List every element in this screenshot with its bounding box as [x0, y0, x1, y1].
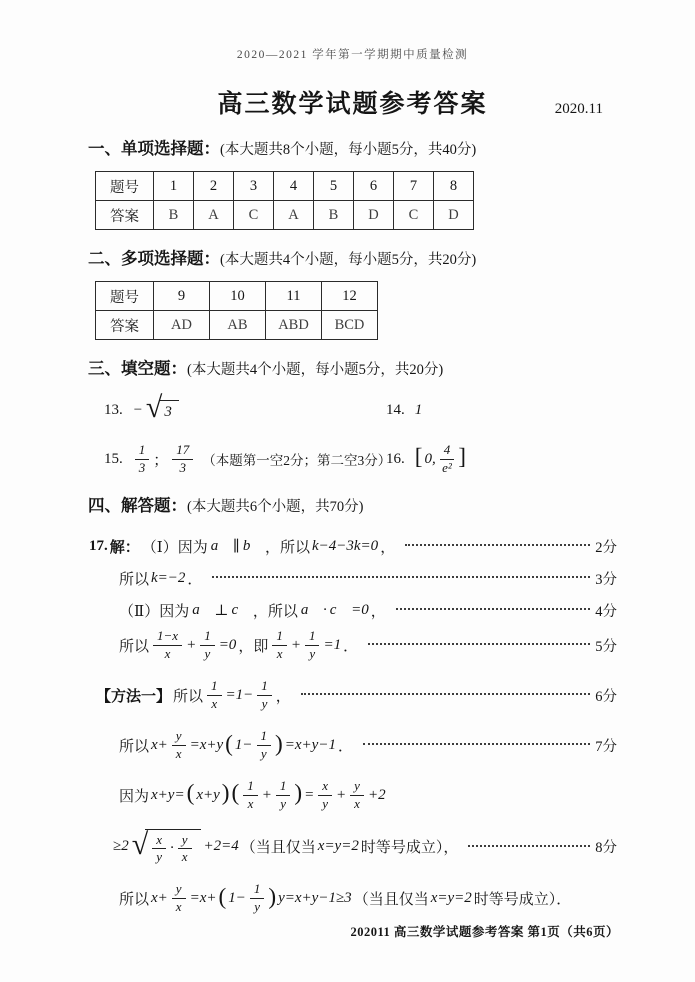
answer-cell: D — [354, 201, 394, 230]
denominator: x — [181, 849, 188, 865]
denominator: x — [247, 795, 254, 811]
math-token: ) — [275, 730, 283, 757]
answer-cell: AD — [154, 311, 210, 340]
math-token: + — [261, 786, 272, 803]
math-expression — [414, 402, 424, 419]
math-token: ， — [370, 603, 386, 620]
denominator: y — [254, 899, 260, 915]
fraction — [350, 779, 364, 812]
answer-cell: D — [434, 201, 474, 230]
math-expression — [132, 443, 197, 476]
fraction — [135, 443, 150, 476]
math-token: 所以 — [119, 892, 150, 909]
denominator: y — [280, 795, 287, 811]
math-token: ． — [343, 638, 359, 655]
radicand — [145, 829, 200, 866]
answer-cell: BCD — [322, 311, 378, 340]
score-label: 5分 — [595, 638, 617, 655]
math-token: ∥ — [232, 538, 240, 555]
math-token: ) — [268, 884, 277, 911]
math-token: k=−2 — [151, 569, 186, 586]
math-token: ( — [186, 780, 195, 807]
denominator: x — [211, 695, 218, 711]
blank-item-16 — [386, 443, 467, 476]
math-expression — [414, 443, 467, 476]
question-label: 14. — [386, 401, 405, 418]
vector-symbol: c⃗ — [329, 601, 349, 618]
score-label: 6分 — [595, 688, 617, 705]
question-number-cell: 6 — [354, 172, 394, 201]
vector-symbol: b⃗ — [242, 537, 262, 554]
math-token: ( — [218, 884, 227, 911]
row-header-cell: 题号 — [96, 282, 154, 311]
answer-cell: A — [274, 201, 314, 230]
math-token: ) — [294, 780, 303, 807]
denominator: y — [204, 645, 211, 661]
numerator: 1 — [200, 629, 215, 646]
math-token: 0, — [424, 450, 436, 467]
answer-cell: C — [394, 201, 434, 230]
math-token: 17. — [89, 537, 108, 554]
math-token: （Ⅰ）因为 — [141, 539, 208, 556]
solution-line — [88, 882, 617, 915]
math-token: （Ⅱ）因为 — [119, 603, 190, 620]
denominator: 3 — [179, 459, 187, 475]
math-token: [ — [414, 444, 423, 471]
section-free-response-heading — [88, 492, 617, 516]
question-number-cell: 5 — [314, 172, 354, 201]
math-token: ，所以 — [252, 603, 298, 620]
math-token: 所以 — [173, 688, 204, 705]
math-token: 所以 — [119, 571, 150, 588]
solution-line — [88, 829, 617, 866]
numerator: 1 — [305, 629, 320, 646]
solution-line — [88, 597, 617, 623]
fraction — [153, 629, 182, 662]
blank-item-13 — [104, 391, 386, 425]
denominator: x — [354, 795, 360, 811]
section-note: (本大题共4个小题，每小题5分，共20分) — [220, 252, 477, 268]
fraction — [172, 443, 193, 476]
solution-line — [88, 729, 617, 762]
math-expression — [95, 679, 292, 712]
math-token: x+ — [151, 736, 168, 753]
fraction — [178, 833, 192, 866]
math-token: = — [304, 786, 315, 803]
math-token: x=y=2 — [317, 838, 359, 855]
score-label: 8分 — [595, 840, 617, 857]
math-expression — [132, 391, 181, 425]
math-token: 所以 — [119, 738, 150, 755]
row-header-cell: 答案 — [96, 201, 154, 230]
math-token: =1 — [323, 636, 342, 653]
blank-item-15 — [104, 441, 392, 476]
numerator: 1 — [276, 779, 291, 796]
dotted-leader — [468, 845, 590, 847]
math-token: +2 — [367, 786, 386, 803]
math-token: ⊥ — [214, 602, 229, 619]
dotted-leader — [405, 544, 590, 546]
question-label: 15. — [104, 450, 123, 467]
vector-symbol: a⃗ — [210, 537, 230, 554]
answer-cell: AB — [210, 311, 266, 340]
numerator: x — [152, 833, 166, 850]
section-note: (本大题共6个小题，共70分) — [187, 499, 364, 515]
math-token: =x+ — [189, 890, 217, 907]
question-label: 16. — [386, 450, 405, 467]
math-token: x+y= — [151, 786, 185, 803]
question-number-cell: 4 — [274, 172, 314, 201]
numerator: 1 — [257, 729, 272, 746]
table-row — [96, 282, 378, 311]
fraction — [318, 779, 332, 812]
score-label: 7分 — [595, 738, 617, 755]
dotted-leader — [212, 576, 590, 578]
section-title: 三、填空题： — [88, 359, 187, 378]
section-multi-choice-heading — [88, 245, 617, 269]
numerator: 1 — [257, 679, 272, 696]
table-row — [96, 201, 474, 230]
answer-cell: B — [314, 201, 354, 230]
math-token: ( — [231, 780, 240, 807]
fraction — [257, 679, 272, 712]
fraction — [276, 779, 291, 812]
math-token: ． — [337, 738, 353, 755]
math-token: （当且仅当 — [353, 892, 429, 909]
dotted-leader — [368, 643, 590, 645]
denominator: 3 — [138, 459, 146, 475]
math-token: ( — [225, 730, 233, 757]
square-root — [132, 829, 201, 866]
math-expression — [118, 882, 572, 915]
dotted-leader — [396, 608, 591, 610]
question-number-cell: 2 — [194, 172, 234, 201]
math-token: =0 — [351, 601, 369, 618]
section-title: 一、单项选择题： — [88, 139, 220, 158]
numerator: 1 — [272, 629, 287, 646]
math-expression — [118, 629, 359, 662]
numerator: y — [350, 779, 364, 796]
math-token: ，即 — [238, 638, 269, 655]
solution-line — [88, 679, 617, 712]
section-fill-in-heading — [88, 355, 617, 379]
math-token: =0 — [218, 636, 237, 653]
numerator: 1 — [207, 679, 222, 696]
fraction — [250, 882, 265, 915]
dotted-leader — [363, 743, 590, 745]
scoring-note: （本题第一空2分；第二空3分） — [202, 453, 392, 468]
vector-symbol: c⃗ — [231, 601, 250, 618]
page-footer: 202011 高三数学试题参考答案 第1页（共6页） — [350, 925, 619, 939]
math-token: ，所以 — [264, 539, 310, 556]
math-token: · — [323, 601, 327, 618]
dotted-leader — [301, 693, 590, 695]
fraction — [305, 629, 320, 662]
denominator: y — [156, 849, 162, 865]
math-token: +2=4 — [203, 838, 239, 855]
math-expression — [118, 568, 203, 589]
score-label: 2分 — [595, 539, 617, 556]
solution-line — [88, 565, 617, 591]
math-token: 因为 — [119, 788, 150, 805]
denominator: x — [175, 899, 182, 915]
numerator: 1 — [243, 779, 258, 796]
denominator: y — [322, 795, 329, 811]
question-number-cell: 8 — [434, 172, 474, 201]
fill-in-row-2 — [104, 441, 617, 477]
math-token: 1 — [414, 401, 423, 418]
math-token: 时等号成立）， — [360, 840, 459, 857]
math-token: ) — [221, 780, 230, 807]
answer-cell: C — [234, 201, 274, 230]
question-number-cell: 10 — [210, 282, 266, 311]
math-token: + — [186, 636, 197, 653]
numerator: x — [318, 779, 332, 796]
table-row — [96, 311, 378, 340]
vector-symbol: a⃗ — [300, 601, 320, 618]
question-number-cell: 11 — [266, 282, 322, 311]
solution-line — [88, 629, 617, 662]
answer-cell: B — [154, 201, 194, 230]
math-token: =1− — [225, 686, 254, 703]
numerator: 1−x — [153, 629, 182, 646]
title-row — [88, 84, 617, 120]
numerator: y — [172, 882, 186, 899]
solution-line — [88, 779, 617, 812]
section-note: (本大题共4个小题，每小题5分，共20分) — [187, 362, 444, 378]
solution-block-q17 — [88, 533, 617, 915]
fraction — [152, 833, 166, 866]
numerator: 17 — [172, 443, 193, 460]
math-token: y=x+y−1≥3 — [278, 890, 352, 907]
math-token: （当且仅当 — [240, 840, 316, 857]
doc-header-text: 2020—2021 学年第一学期期中质量检测 — [236, 49, 469, 61]
fraction — [243, 779, 258, 812]
math-expression — [118, 779, 387, 812]
math-token: 时等号成立）． — [473, 892, 572, 909]
math-token: · — [169, 840, 174, 857]
math-token: x+y — [196, 786, 220, 803]
math-token: ， — [380, 539, 396, 556]
math-expression — [112, 829, 459, 866]
math-token: x=y=2 — [430, 890, 472, 907]
math-token: ． — [187, 571, 203, 588]
math-token: − — [132, 401, 143, 418]
denominator: y — [261, 695, 268, 711]
question-number-cell: 7 — [394, 172, 434, 201]
denominator: e² — [442, 459, 452, 475]
section-note: (本大题共8个小题，每小题5分，共40分) — [220, 142, 477, 158]
row-header-cell: 题号 — [96, 172, 154, 201]
doc-date: 2020.11 — [554, 101, 603, 117]
math-token: 1− — [234, 736, 253, 753]
denominator: x — [175, 745, 182, 761]
fraction — [172, 729, 186, 762]
multi-choice-answer-table — [95, 281, 378, 340]
solution-line — [88, 533, 617, 559]
question-number-cell: 3 — [234, 172, 274, 201]
question-label: 13. — [104, 401, 123, 418]
math-token: 3 — [164, 403, 172, 420]
math-token: + — [336, 786, 347, 803]
math-token: 1− — [228, 890, 246, 907]
math-token: =x+y — [189, 736, 224, 753]
numerator: y — [172, 729, 186, 746]
math-token: 【方法一】 — [96, 688, 172, 705]
fraction — [207, 679, 222, 712]
table-row — [96, 172, 474, 201]
math-token: ， — [275, 688, 291, 705]
math-expression — [118, 729, 354, 762]
fraction — [257, 729, 272, 762]
single-choice-answer-table — [95, 171, 474, 230]
answer-cell: A — [194, 201, 234, 230]
section-title: 四、解答题： — [88, 496, 187, 515]
math-token: =x+y−1 — [284, 736, 336, 753]
math-token: 解： — [109, 539, 140, 556]
square-root — [145, 391, 179, 425]
section-title: 二、多项选择题： — [88, 249, 220, 268]
answer-cell: ABD — [266, 311, 322, 340]
blank-item-14 — [386, 402, 423, 419]
math-token: x+ — [151, 890, 168, 907]
math-token: + — [290, 636, 301, 653]
math-token: ] — [458, 444, 466, 471]
fraction — [272, 629, 287, 662]
page-title: 高三数学试题参考答案 — [217, 91, 488, 118]
numerator: y — [178, 833, 192, 850]
score-label: 3分 — [595, 571, 617, 588]
vector-symbol: a⃗ — [192, 601, 212, 618]
question-number-cell: 9 — [154, 282, 210, 311]
fraction — [440, 443, 455, 476]
math-expression — [118, 600, 387, 621]
row-header-cell: 答案 — [96, 311, 154, 340]
score-label: 4分 — [595, 603, 617, 620]
math-expression — [88, 536, 396, 557]
denominator: x — [276, 645, 283, 661]
numerator: 1 — [135, 443, 150, 460]
denominator: x — [164, 645, 171, 661]
fill-in-row-1 — [104, 392, 617, 428]
fraction — [172, 882, 186, 915]
math-token: k−4−3k=0 — [312, 537, 379, 554]
radical-sign: √ — [145, 391, 163, 425]
math-token: 所以 — [119, 638, 150, 655]
numerator: 1 — [250, 882, 265, 899]
numerator: 4 — [440, 443, 455, 460]
math-token: ； — [153, 452, 169, 469]
section-single-choice-heading — [88, 135, 617, 159]
radical-sign: √ — [131, 828, 149, 862]
denominator: y — [309, 645, 316, 661]
denominator: y — [260, 745, 267, 761]
question-number-cell: 1 — [154, 172, 194, 201]
question-number-cell: 12 — [322, 282, 378, 311]
math-token: ≥2 — [113, 838, 129, 855]
fraction — [200, 629, 215, 662]
